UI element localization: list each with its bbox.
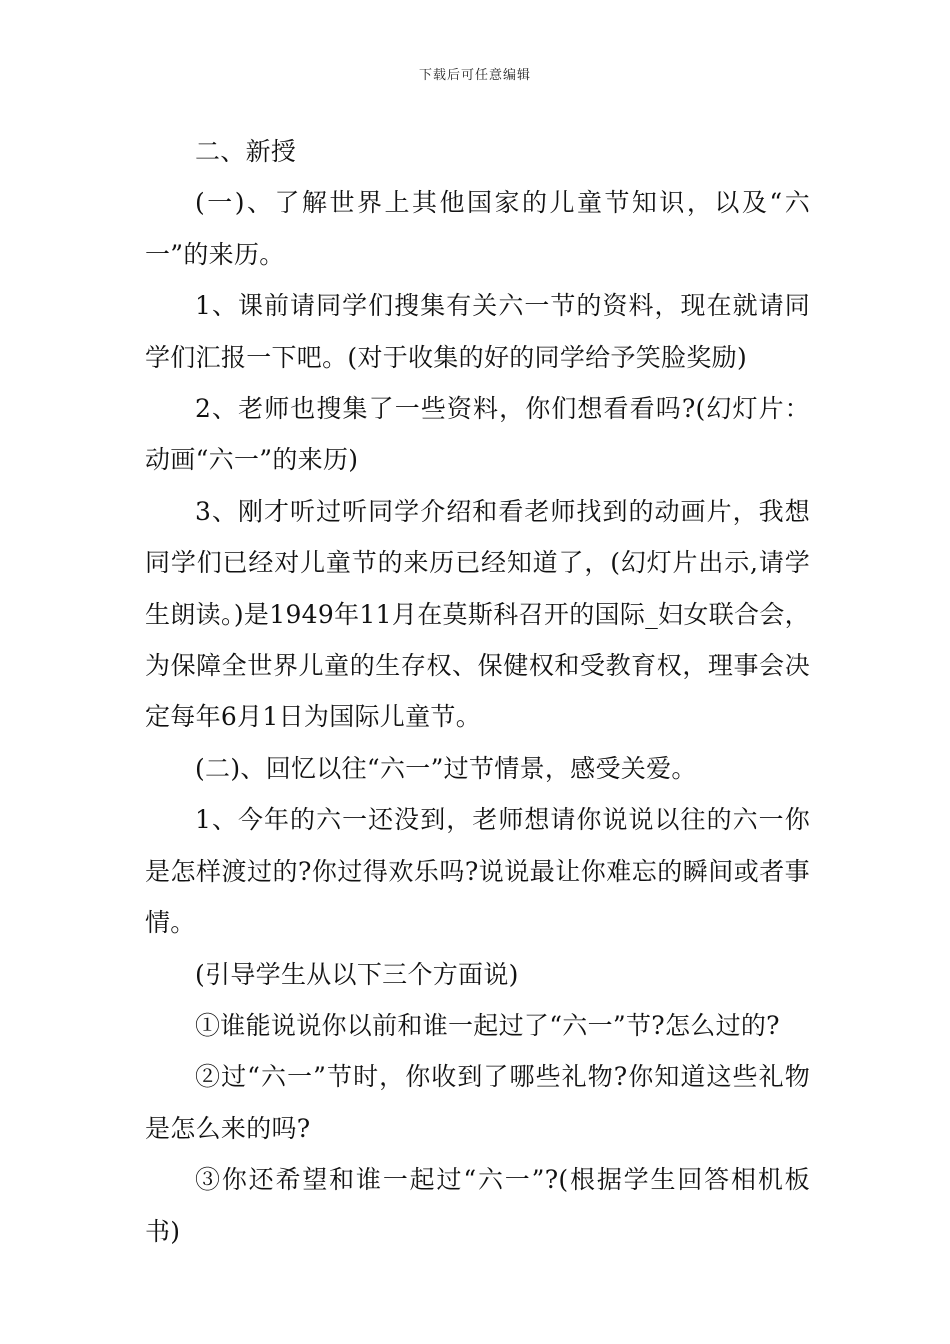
- paragraph: 2、老师也搜集了一些资料，你们想看看吗?(幻灯片：动画“六一”的来历): [145, 394, 810, 475]
- section-heading-new-lesson: 二、新授: [195, 137, 297, 166]
- subsection-heading-2: (二)、回忆以往“六一”过节情景，感受关爱。: [195, 753, 697, 783]
- document-body: [145, 126, 810, 1257]
- paragraph: 3、刚才听过听同学介绍和看老师找到的动画片，我想同学们已经对儿童节的来历已经知道了，(幻灯片出示,请学生朗读。)是1949年11月在莫斯科召开的国际_妇女联合会，为保障全世界儿童的生存权、保健权和受教育权，理事会决定每年6月1日为国际儿童节。: [145, 496, 810, 732]
- paragraph: (引导学生从以下三个方面说): [195, 959, 519, 989]
- paragraph: 1、今年的六一还没到，老师想请你说说以往的六一你是怎样渡过的?你过得欢乐吗?说说最让你难忘的瞬间或者事情。: [145, 805, 810, 938]
- list-item: ②过“六一”节时，你收到了哪些礼物?你知道这些礼物是怎么来的吗?: [145, 1062, 810, 1143]
- subsection-heading-1: (一)、了解世界上其他国家的儿童节知识，以及“六一”的来历。: [145, 188, 810, 269]
- list-item: ③你还希望和谁一起过“六一”?(根据学生回答相机板书): [145, 1165, 810, 1246]
- paragraph: 1、课前请同学们搜集有关六一节的资料，现在就请同学们汇报一下吧。(对于收集的好的同学给予笑脸奖励): [145, 291, 810, 372]
- list-item: ①谁能说说你以前和谁一起过了“六一”节?怎么过的?: [195, 1010, 780, 1040]
- page-header-note: 下载后可任意编辑: [418, 68, 531, 83]
